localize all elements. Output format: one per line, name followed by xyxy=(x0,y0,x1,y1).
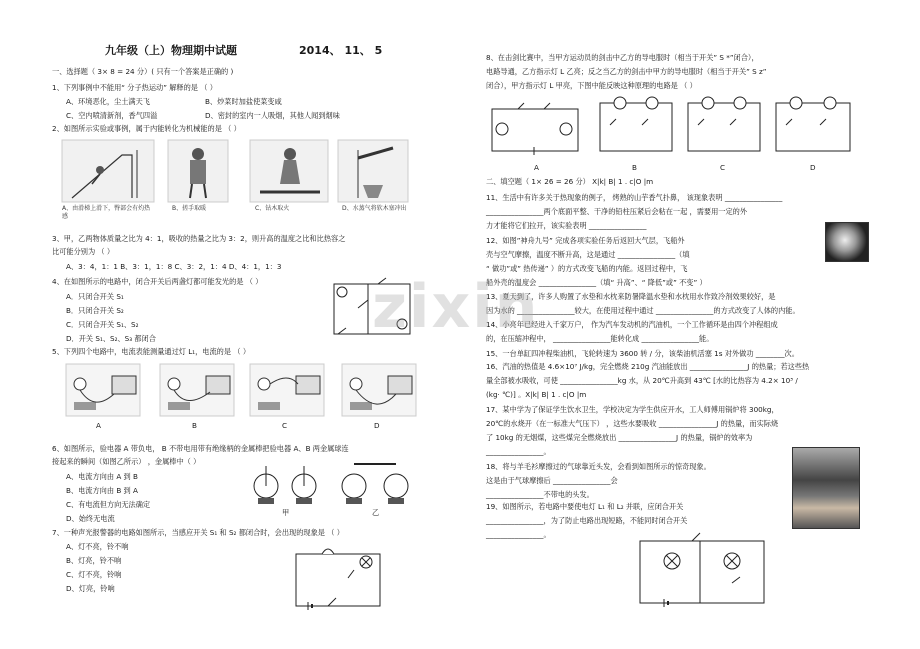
q7-option-b: B、灯亮，铃不响 xyxy=(66,556,122,565)
q7-option-a: A、灯不亮，铃不响 xyxy=(66,542,129,551)
q6-text-cont: 接起来的瞬间（如图乙所示） ，金属棒中（ ） xyxy=(52,457,201,466)
q1-text: 1、下列事例中不能用“ 分子热运动” 解释的是 （ ） xyxy=(52,83,217,92)
q7-option-c: C、灯不亮，铃响 xyxy=(66,570,122,579)
q8-label-b: B xyxy=(632,163,637,172)
q5-circuit-c xyxy=(248,362,326,418)
q8-text-cont-2: 闭合），甲方指示灯 L 甲亮，下图中能反映这种原理的电路是 （ ） xyxy=(486,81,697,90)
q8-circuit-b xyxy=(596,95,676,157)
q5-label-c: C xyxy=(282,421,288,430)
q3-text-cont: 比可能分别为 （ ） xyxy=(52,247,115,256)
q7-option-d: D、灯亮，铃响 xyxy=(66,584,115,593)
q2-figure-slide xyxy=(62,140,154,202)
q2-figure-drill-wood xyxy=(250,140,328,202)
q17-text-cont-2: 了 10kg 的无烟煤，这些煤完全燃烧放出 ________________J 的热量，锅炉的效率为 xyxy=(486,433,753,442)
q2-text: 2、如图所示实验或事例，属于内能转化为机械能的是 （ ） xyxy=(52,124,241,133)
q1-option-a: A、环境恶化，尘土满天飞 xyxy=(66,97,150,106)
q5-text: 5、下列四个电路中，电流表能测量通过灯 L₁，电流的是 （ ） xyxy=(52,347,251,356)
q13-text-cont: 因为水的 ________________较大，在使用过程中通过 ________________的方式改变了人体的内能。 xyxy=(486,306,800,315)
q2-figure-steam-cork xyxy=(338,140,408,202)
exam-date: 2014、 11、 5 xyxy=(299,44,383,57)
q18-balloon-hair-photo xyxy=(792,447,860,529)
q2-caption-a: A、由滑梯上滑下，臀部会有灼热感 xyxy=(62,205,151,220)
q8-text: 8、在击剑比赛中，当甲方运动员的剑击中乙方的导电服时（相当于开关” S *”闭合）， xyxy=(486,53,759,62)
q17-text: 17、某中学为了保证学生饮水卫生，学校决定为学生供应开水，工人师傅用锅炉将 300kg， xyxy=(486,405,779,414)
q6-electroscope-figure-1 xyxy=(248,460,326,506)
q11-text-cont-2: 力才能将它们拉开，该实验表明 ________________ xyxy=(486,221,647,230)
q8-circuit-c xyxy=(684,95,764,157)
q16-text-cont-1: 量全部被水吸收，可使 ________________kg 水，从 20℃升高到 43℃ [水的比热容为 4.2× 10³ / xyxy=(486,376,798,385)
watermark: zixin xyxy=(372,272,540,342)
section-1-heading: 一、选择题（ 3× 8 = 24 分）( 只有一个答案是正确的 ) xyxy=(52,67,234,76)
q19-parallel-circuit xyxy=(636,527,772,609)
q1-option-b: B、炒菜时加盐使菜变咸 xyxy=(205,97,282,106)
q19-text-cont-2: ________________。 xyxy=(486,530,551,539)
q19-text-cont-1: ________________，为了防止电路出现短路，不能同时闭合开关 xyxy=(486,516,688,525)
q11-text-cont-1: ________________两个底面平整、干净的铅柱压紧后会粘在一起 ，需要用一定的外 xyxy=(486,207,748,216)
q8-label-c: C xyxy=(720,163,726,172)
q18-text-cont-1: 这是由于气球摩擦后 ________________会 xyxy=(486,476,618,485)
q12-spacecraft-photo xyxy=(825,222,869,262)
q8-text-cont-1: 电路导通，乙方指示灯 L 乙亮；反之当乙方的剑击中甲方的导电服时（相当于开关” S z” xyxy=(486,67,767,76)
q15-text: 15、一台单缸四冲程柴油机，飞轮转速为 3600 转 / 分，该柴油机活塞 1s 对外做功 ________次。 xyxy=(486,349,799,358)
q6-caption-yi: 乙 xyxy=(372,508,380,517)
q13-text: 13、夏天到了，许多人购置了水垫和水枕来防暑降温水垫和水枕用水作致冷剂效果较好，是 xyxy=(486,292,776,301)
q5-label-a: A xyxy=(96,421,101,430)
section-2-heading: 二、填空题（ 1× 26 = 26 分） X|k| B| 1 . c|O |m xyxy=(486,177,654,186)
q7-alarm-circuit xyxy=(288,542,388,612)
q4-option-d: D．开关 S₁、S₂、S₃ 都闭合 xyxy=(66,334,156,343)
q1-option-c: C、空内喷清新剂，香气四溢 xyxy=(66,111,158,120)
q7-text: 7、一种声光报警器的电路如图所示，当感应开关 S₁ 和 S₂ 都闭合时，会出现的现象是 （ ） xyxy=(52,528,344,537)
q8-label-a: A xyxy=(534,163,539,172)
q16-text-cont-2: (kg· ℃)] 。X|k| B| 1 . c|O |m xyxy=(486,390,587,399)
q11-text: 11、生活中有许多关于热现象的例子， 烤熟的山芋香气扑鼻， 该现象表明 ________________ xyxy=(486,193,783,202)
q18-text-cont-2: ________________不带电的头发。 xyxy=(486,490,594,499)
q17-text-cont-3: ________________。 xyxy=(486,447,551,456)
q12-text-cont-2: “ 做功”或” 热传递” ）的方式改变飞船的内能。返回过程中，飞 xyxy=(486,264,688,273)
q6-caption-jia: 甲 xyxy=(282,508,290,517)
q12-text: 12、如图”神舟九号” 完成各项实验任务后返回大气层，飞船外 xyxy=(486,236,685,245)
q4-option-a: A．只闭合开关 S₁ xyxy=(66,292,124,301)
q16-text: 16、汽油的热值是 4.6×10⁷ J/kg，完全燃烧 210g 汽油能放出 ________________J 的热量；若这些热 xyxy=(486,362,810,371)
q2-caption-d: D、水蒸气将软木塞冲出 xyxy=(342,205,407,212)
q5-label-b: B xyxy=(192,421,197,430)
q4-option-b: B．只闭合开关 S₂ xyxy=(66,306,124,315)
q6-option-b: B、电流方向由 B 到 A xyxy=(66,486,138,495)
q5-label-d: D xyxy=(374,421,380,430)
q12-text-cont-1: 壳与空气摩擦，温度不断升高，这是通过 ________________（填 xyxy=(486,250,690,259)
q6-electroscope-figure-2 xyxy=(336,460,416,506)
q8-label-d: D xyxy=(810,163,816,172)
q6-option-d: D、始终无电流 xyxy=(66,514,115,523)
q2-caption-b: B、搓手取暖 xyxy=(172,205,207,212)
q2-caption-c: C、钻木取火 xyxy=(255,205,290,212)
q12-text-cont-3: 船外壳的温度会 ________________（填“ 升高”、“ 降低”或” 不变” ） xyxy=(486,278,707,287)
page-title: 九年级（上）物理期中试题 xyxy=(105,44,237,57)
q5-circuit-b xyxy=(158,362,236,418)
q3-text: 3、甲，乙两物体质量之比为 4：1，吸收的热量之比为 3：2，则升高的温度之比和比热容之 xyxy=(52,234,346,243)
q19-text: 19、如图所示，若电路中要使电灯 L₁ 和 L₂ 并联，应闭合开关 xyxy=(486,502,684,511)
q3-options: A、3：4，1：1 B、3：1，1：8 C、3：2，1：4 D、4：1，1：3 xyxy=(66,262,282,271)
q4-option-c: C．只闭合开关 S₁、S₂ xyxy=(66,320,139,329)
q6-option-c: C、有电流但方向无法确定 xyxy=(66,500,151,509)
q6-text: 6、如图所示，验电器 A 带负电， B 不带电用带有绝缘柄的金属棒把验电器 A、B 两金属球连 xyxy=(52,444,349,453)
q5-circuit-a xyxy=(64,362,142,418)
q14-text-cont: 的，在压缩冲程中， ________________能转化成 ________________能。 xyxy=(486,334,714,343)
q18-text: 18、将与羊毛衫摩擦过的气球靠近头发，会看到如图所示的惊奇现象。 xyxy=(486,462,711,471)
q4-text: 4、在如图所示的电路中，闭合开关后两盏灯都可能发光的是 （ ） xyxy=(52,277,263,286)
q2-figure-rub-hands xyxy=(168,140,228,202)
q6-option-a: A、电流方向由 A 到 B xyxy=(66,472,138,481)
q1-option-d: D、密封的室内一人吸烟，其他人闻到烟味 xyxy=(205,111,340,120)
q8-circuit-a xyxy=(488,95,582,157)
q14-text: 14、小亮年已经进入千家万户， 作为汽车发动机的汽油机，一个工作循环是由四个冲程组成 xyxy=(486,320,778,329)
q17-text-cont-1: 20℃的水烧开（在一标准大气压下） ，这些水要吸收 ________________J 的热量，而实际烧 xyxy=(486,419,779,428)
q5-circuit-d xyxy=(340,362,418,418)
q8-circuit-d xyxy=(772,95,854,157)
